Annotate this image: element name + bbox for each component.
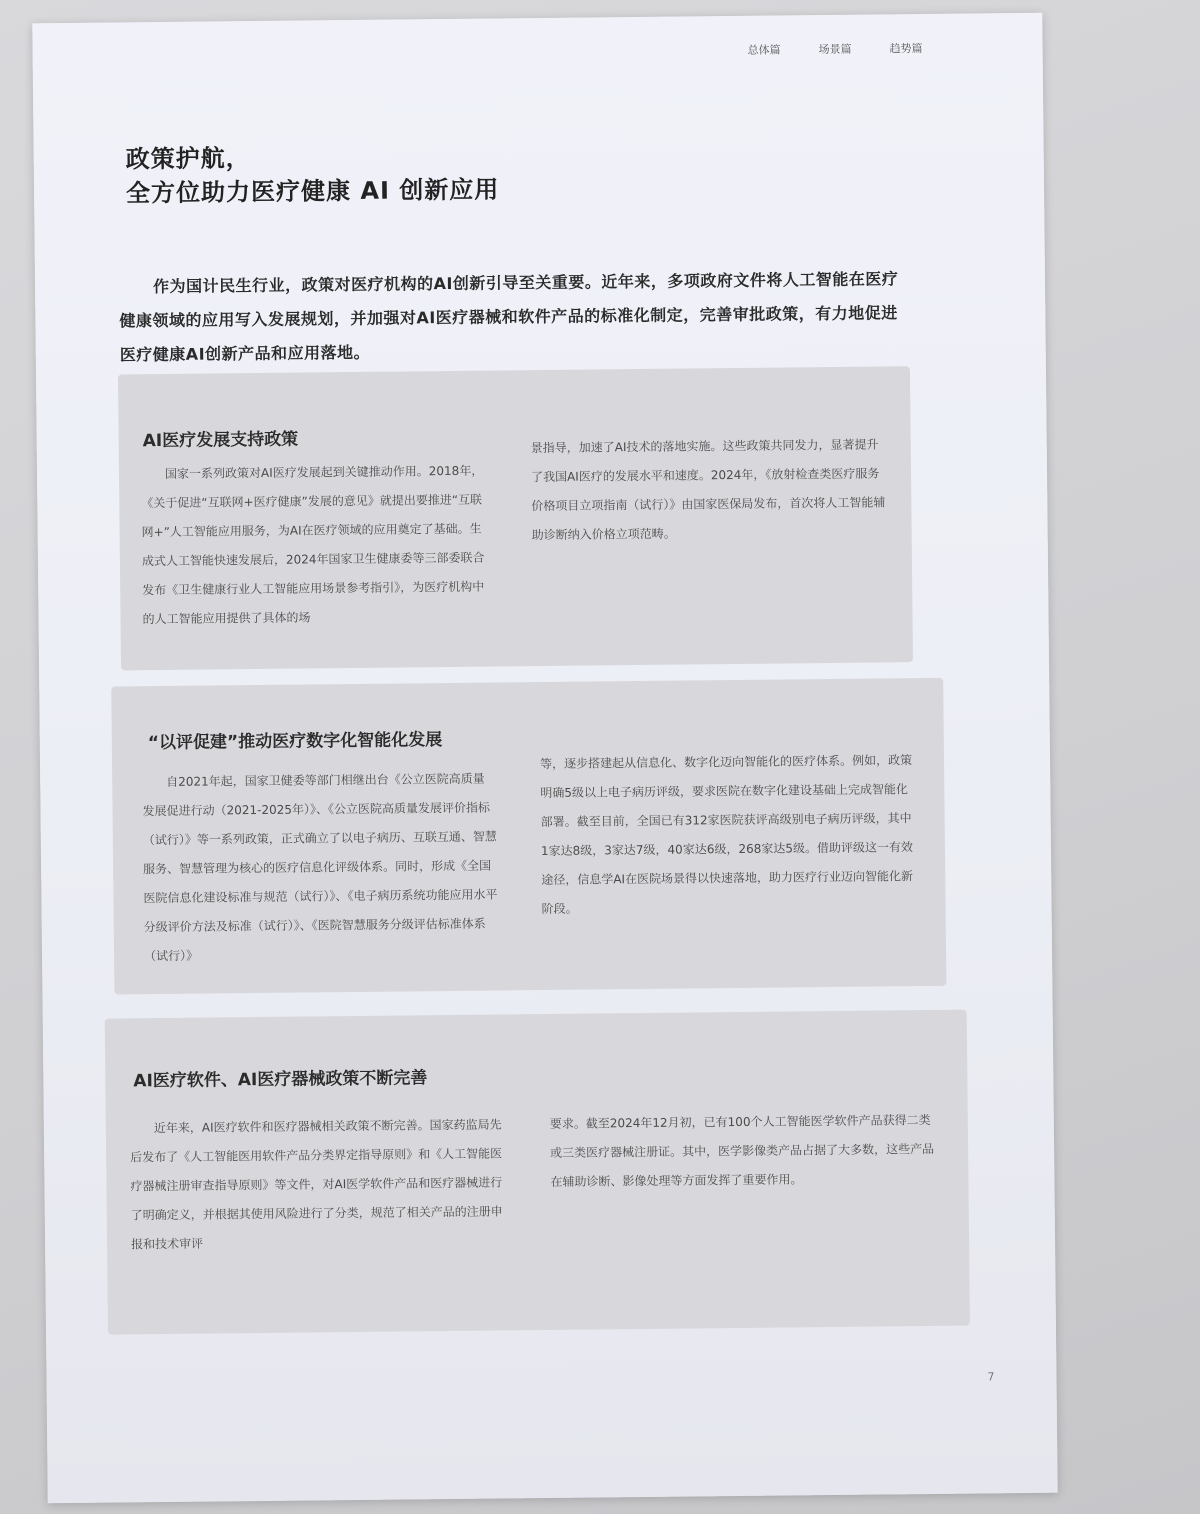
page-title-line-2: 全方位助力医疗健康 AI 创新应用	[125, 175, 500, 208]
policy-card-ai-medical-support	[118, 366, 913, 670]
policy-card-software-devices	[105, 1010, 970, 1335]
section-left-column: 自2021年起，国家卫健委等部门相继出台《公立医院高质量发展促进行动（2021-2025年）》、《公立医院高质量发展评价指标（试行）》等一系列政策，正式确立了以电子病历、互联互通、智慧服务、智慧管理为核心的医疗信息化评级体系。同时，形成《全国医院信息化建设标准与规范（试行）》、《电子病历系统功能应用水平分级评价方法及标准（试行）》、《医院智慧服务分级评估标准体系（试行）》	[142, 771, 498, 964]
nav-item-trends[interactable]: 趋势篇	[889, 42, 923, 56]
policy-card-evaluation-driven	[111, 678, 946, 995]
section-right-column: 要求。截至2024年12月初，已有100个人工智能医学软件产品获得二类或三类医疗器械注册证。其中，医学影像类产品占据了大多数，这些产品在辅助诊断、影像处理等方面发挥了重要作用。	[549, 1112, 935, 1189]
nav-item-overview[interactable]: 总体篇	[747, 43, 781, 57]
top-navigation	[748, 40, 923, 58]
page-number: 7	[987, 1370, 995, 1384]
nav-item-scenarios[interactable]: 场景篇	[818, 42, 852, 57]
section-left-column: 国家一系列政策对AI医疗发展起到关键推动作用。2018年，《关于促进“互联网+医疗健康”发展的意见》就提出要推进“互联网+”人工智能应用服务，为AI在医疗领域的应用奠定了基础。生成式人工智能快速发展后，2024年国家卫生健康委等三部委联合发布《卫生健康行业人工智能应用场景参考指引》，为医疗机构中的人工智能应用提供了具体的场	[141, 463, 485, 627]
section-left-column: 近年来，AI医疗软件和医疗器械相关政策不断完善。国家药监局先后发布了《人工智能医用软件产品分类界定指导原则》和《人工智能医疗器械注册审查指导原则》等文件，对AI医学软件产品和医疗器械进行了明确定义，并根据其使用风险进行了分类，规范了相关产品的注册申报和技术审评	[130, 1117, 503, 1252]
section-heading: “以评促建”推动医疗数字化智能化发展	[147, 730, 443, 754]
section-heading: AI医疗软件、AI医疗器械政策不断完善	[133, 1068, 428, 1092]
intro-paragraph: 作为国计民生行业，政策对医疗机构的AI创新引导至关重要。近年来，多项政府文件将人工智能在医疗健康领域的应用写入发展规划，并加强对AI医疗器械和软件产品的标准化制定，完善审批政策，有力地促进医疗健康AI创新产品和应用落地。	[119, 269, 899, 365]
section-right-column: 景指导，加速了AI技术的落地实施。这些政策共同发力，显著提升了我国AI医疗的发展水平和速度。2024年，《放射检查类医疗服务价格项目立项指南（试行）》由国家医保局发布，首次将人工智能辅助诊断纳入价格立项范畴。	[530, 437, 886, 543]
document-page	[32, 13, 1057, 1503]
section-right-column: 等，逐步搭建起从信息化、数字化迈向智能化的医疗体系。例如，政策明确5级以上电子病历评级，要求医院在数字化建设基础上完成智能化部署。截至目前，全国已有312家医院获评高级别电子病历评级，其中1家达8级，3家达7级，40家达6级，268家达5级。借助评级这一有效途径，信息学AI在医院场景得以快速落地，助力医疗行业迈向智能化新阶段。	[539, 753, 914, 917]
section-heading: AI医疗发展支持政策	[142, 429, 299, 452]
page-title	[126, 138, 500, 210]
page-title-line-1: 政策护航，	[125, 144, 251, 174]
